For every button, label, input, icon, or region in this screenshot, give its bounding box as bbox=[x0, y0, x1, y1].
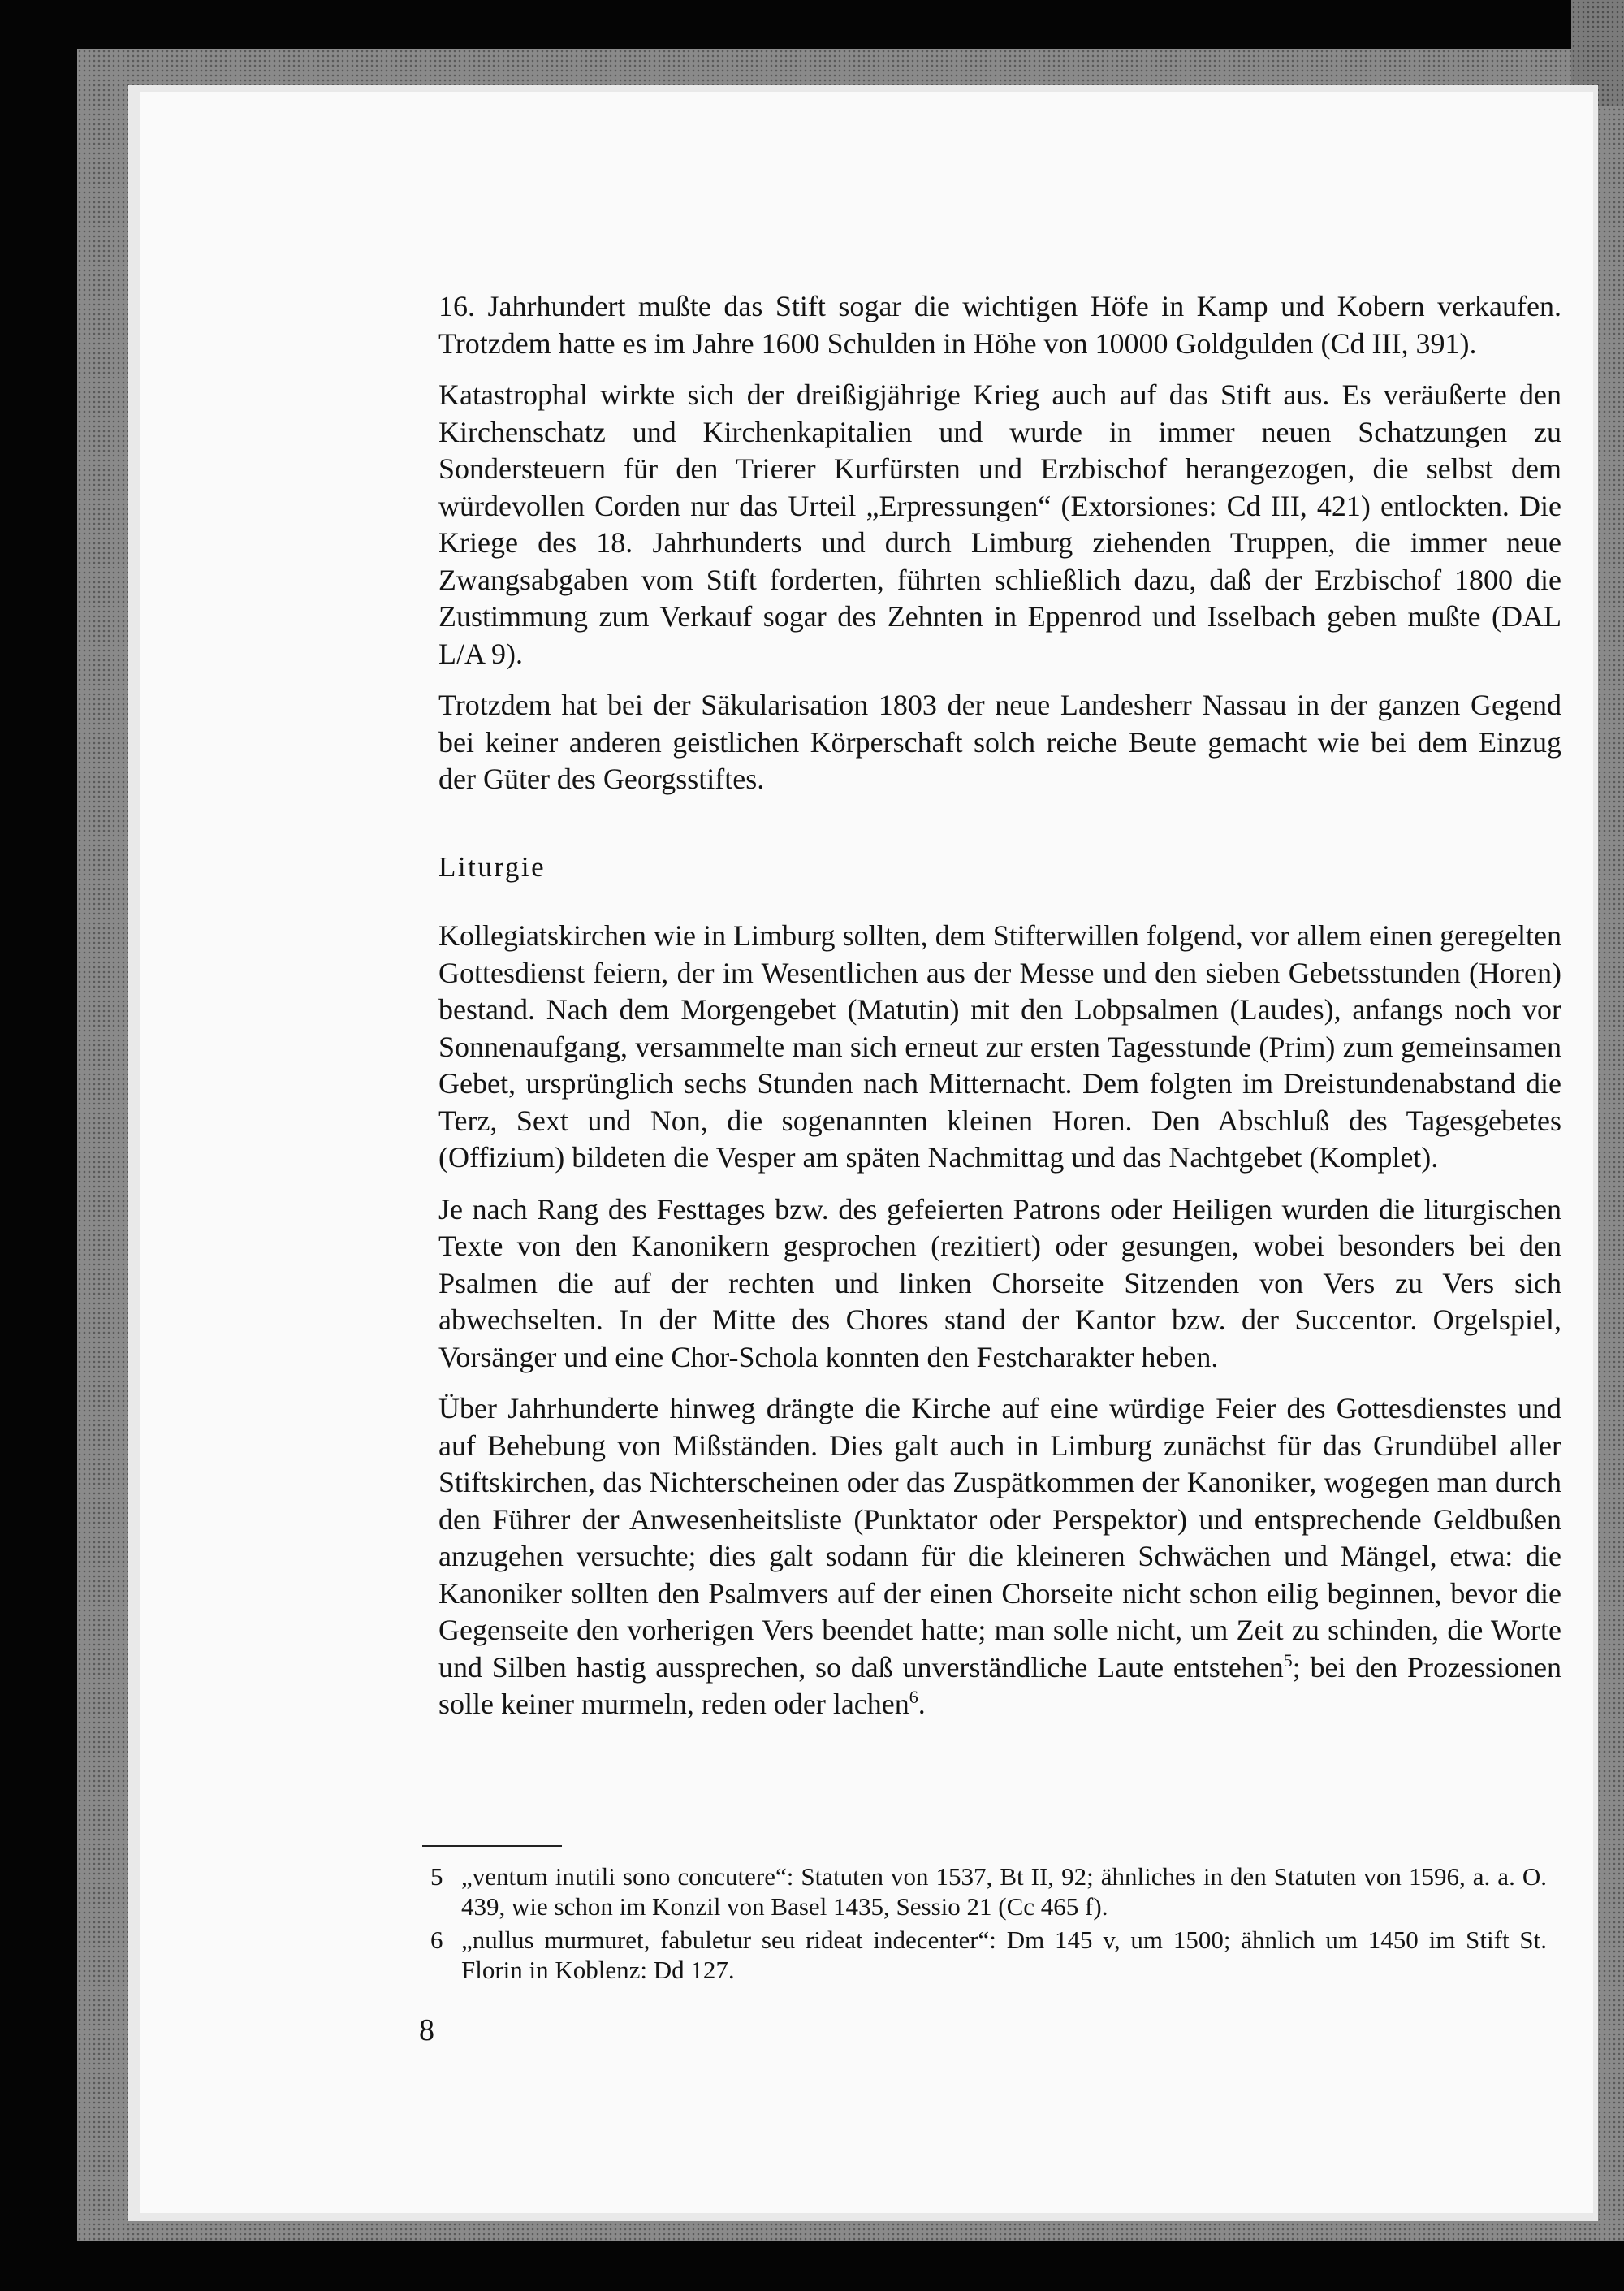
paragraph: Kollegiatskirchen wie in Limburg sollten, dem Stifterwillen folgend, vor allem einen geregelten Gottesdienst feiern, der im Wesentlichen aus der Messe und den sieben Gebetsstunden (Horen) bestand. Nach dem Morgengebet (Matutin) mit den Lobpsalmen (Laudes), anfangs noch vor Sonnenaufgang, versammelte man sich erneut zur ersten Tagesstunde (Prim) zum gemeinsamen Gebet, ursprünglich sechs Stunden nach Mitternacht. Dem folgten im Dreistundenabstand die Terz, Sext und Non, die sogenannten kleinen Horen. Den Abschluß des Tagesgebetes (Offizium) bildeten die Vesper am späten Nachmittag und das Nachtgebet (Komplet). bbox=[438, 919, 1561, 1174]
paragraph-with-footnote-refs bbox=[438, 1390, 1561, 1723]
footnote-number: 6 bbox=[430, 1926, 443, 1954]
footnote-ref-6: 6 bbox=[909, 1687, 918, 1707]
footnote bbox=[430, 1925, 1547, 1985]
footnote-divider bbox=[422, 1845, 562, 1847]
paragraph: Katastrophal wirkte sich der dreißigjährige Krieg auch auf das Stift aus. Es veräußerte den Kirchenschatz und Kirchenkapitalien und wurde in immer neuen Schatzungen zu Sondersteuern für den Trierer Kurfürsten und Erzbischof herangezogen, die selbst dem würdevollen Corden nur das Urteil „Erpressungen“ (Extorsiones: Cd III, 421) entlockten. Die Kriege des 18. Jahrhunderts und durch Limburg ziehenden Truppen, die immer neue Zwangsabgaben vom Stift forderten, führten schließlich dazu, daß der Erzbischof 1800 die Zustimmung zum Verkauf sogar des Zehnten in Eppenrod und Isselbach geben mußte (DAL L/A 9). bbox=[438, 378, 1561, 670]
paragraph-text: Über Jahrhunderte hinweg drängte die Kirche auf eine würdige Feier des Gottesdienstes und auf Behebung von Mißständen. Dies galt auch in Limburg zunächst für das Grundübel aller Stiftskirchen, das Nichterscheinen oder das Zuspätkommen der Kanoniker, wogegen man durch den Führer der Anwesenheitsliste (Punktator oder Perspektor) und entsprechende Geldbußen anzugehen versuchte; dies galt sodann für die kleineren Schwächen und Mängel, etwa: die Kanoniker sollten den Psalmvers auf der einen Chorseite nicht schon eilig beginnen, bevor die Gegenseite den vorherigen Vers beendet hatte; man solle nicht, um Zeit zu schinden, die Worte und Silben hastig aussprechen, so daß unverständliche Laute entstehen bbox=[438, 1392, 1561, 1684]
main-text bbox=[438, 288, 1561, 1738]
page-number: 8 bbox=[419, 2013, 434, 2047]
footnote-text: „nullus murmuret, fabuletur seu rideat indecenter“: Dm 145 v, um 1500; ähnlich um 1450 im Stift St. Florin in Koblenz: Dd 127. bbox=[461, 1926, 1547, 1984]
footnote-number: 5 bbox=[430, 1862, 443, 1891]
footnotes bbox=[430, 1861, 1547, 1988]
paragraph: Trotzdem hat bei der Säkularisation 1803 der neue Landesherr Nassau in der ganzen Gegend bei keiner anderen geistlichen Körperschaft solch reiche Beute gemacht wie bei dem Einzug der Güter des Georgsstiftes. bbox=[438, 689, 1561, 795]
paragraph-text: ; bei den Prozessionen solle keiner murmeln, reden oder lachen bbox=[438, 1650, 1561, 1720]
paragraph-text: . bbox=[918, 1688, 926, 1720]
footnote bbox=[430, 1861, 1547, 1921]
section-heading: Liturgie bbox=[438, 850, 546, 883]
paragraph: Je nach Rang des Festtages bzw. des gefeierten Patrons oder Heiligen wurden die liturgischen Texte von den Kanonikern gesprochen (rezitiert) oder gesungen, wobei besonders bei den Psalmen die auf der rechten und linken Chorseite Sitzenden von Vers zu Vers sich abwechselten. In der Mitte des Chores stand der Kantor bzw. der Succentor. Orgelspiel, Vorsänger und eine Chor-Schola konnten den Festcharakter heben. bbox=[438, 1192, 1561, 1373]
footnote-ref-5: 5 bbox=[1283, 1649, 1293, 1671]
footnote-text: „ventum inutili sono concutere“: Statuten von 1537, Bt II, 92; ähnliches in den Statuten von 1596, a. a. O. 439, wie schon im Konzil von Basel 1435, Sessio 21 (Cc 465 f). bbox=[461, 1862, 1547, 1921]
paragraph: 16. Jahrhundert mußte das Stift sogar die wichtigen Höfe in Kamp und Kobern verkaufen. Trotzdem hatte es im Jahre 1600 Schulden in Höhe von 10000 Goldgulden (Cd III, 391). bbox=[438, 290, 1561, 360]
